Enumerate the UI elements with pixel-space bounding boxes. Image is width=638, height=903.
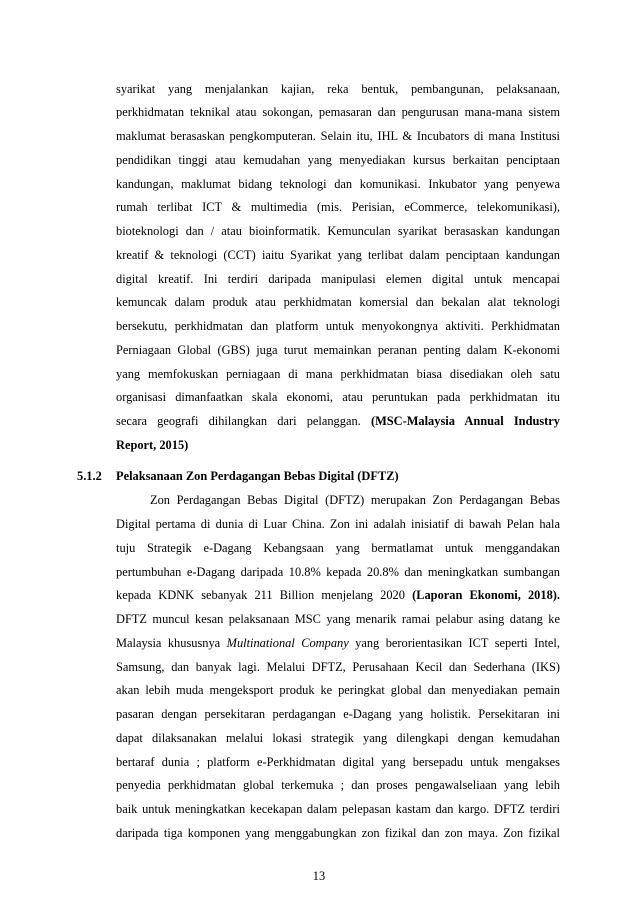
text-span: kepada KDNK sebanyak 211 Billion menjelang 2020 xyxy=(116,588,413,602)
citation: Report, 2015) xyxy=(116,438,189,452)
text-line: Digital pertama di dunia di Luar China. Zon ini adalah inisiatif di bawah Pelan hala xyxy=(116,517,560,531)
citation: (Laporan Ekonomi, 2018). xyxy=(412,588,560,602)
text-line: kemuncak dalam produk atau perkhidmatan komersial dan bekalan alat teknologi xyxy=(116,295,560,309)
text-line: pertumbuhan e-Dagang daripada 10.8% kepada 20.8% dan meningkatkan sumbangan xyxy=(116,565,560,579)
text-line: akan lebih muda mengeksport produk ke peringkat global dan menyediakan pemain xyxy=(116,683,560,697)
text-line: penyedia perkhidmatan global terkemuka ; dan proses pengawalseliaan yang lebih xyxy=(116,778,560,792)
text-line: daripada tiga komponen yang menggabungkan zon fizikal dan zon maya. Zon fizikal xyxy=(116,826,560,840)
text-line: pendidikan tinggi atau kemudahan yang menyediakan kursus berkaitan penciptaan xyxy=(116,153,560,167)
text-line: bertaraf dunia ; platform e-Perkhidmatan digital yang bersepadu untuk mengakses xyxy=(116,755,560,769)
text-line xyxy=(116,635,560,651)
text-line: pasaran dengan persekitaran perdagangan e-Dagang yang holistik. Persekitaran ini xyxy=(116,707,560,721)
text-line: kreatif & teknologi (CCT) iaitu Syarikat yang terlibat dalam penciptaan kandungan xyxy=(116,248,560,262)
text-line: Samsung, dan banyak lagi. Melalui DFTZ, Perusahaan Kecil dan Sederhana (IKS) xyxy=(116,660,560,674)
text-line: bersekutu, perkhidmatan dan platform untuk menyokongnya aktiviti. Perkhidmatan xyxy=(116,319,560,333)
text-line: yang memfokuskan perniagaan di mana perkhidmatan biasa disediakan oleh satu xyxy=(116,367,560,381)
text-line xyxy=(116,413,560,429)
section-title: Pelaksanaan Zon Perdagangan Bebas Digital (DFTZ) xyxy=(116,469,399,483)
text-line: dapat dilaksanakan melalui lokasi strategik yang dilengkapi dengan kemudahan xyxy=(116,731,560,745)
text-line: baik untuk meningkatkan kecekapan dalam pelepasan kastam dan kargo. DFTZ terdiri xyxy=(116,802,560,816)
text-line: kandungan, maklumat bidang teknologi dan komunikasi. Inkubator yang penyewa xyxy=(116,177,560,191)
section-number: 5.1.2 xyxy=(77,469,102,483)
text-line: organisasi dimanfaatkan skala ekonomi, atau peruntukan pada perkhidmatan itu xyxy=(116,390,560,404)
text-span: Malaysia khususnya xyxy=(116,636,227,650)
citation: (MSC-Malaysia Annual Industry xyxy=(370,414,560,428)
italic-term: Multinational Company xyxy=(226,636,349,650)
text-line xyxy=(116,437,560,453)
text-line: digital kreatif. Ini terdiri daripada manipulasi elemen digital untuk mencapai xyxy=(116,272,560,286)
text-span: secara geografi dihilangkan dari pelanggan. xyxy=(116,414,371,428)
text-line: maklumat berasaskan pengkomputeran. Selain itu, IHL & Incubators di mana Institusi xyxy=(116,129,560,143)
text-line: bioteknologi dan / atau bioinformatik. Kemunculan syarikat berasaskan kandungan xyxy=(116,224,560,238)
text-span: yang berorientasikan ICT seperti Intel, xyxy=(348,636,560,650)
text-line xyxy=(116,587,560,603)
text-line: syarikat yang menjalankan kajian, reka bentuk, pembangunan, pelaksanaan, xyxy=(116,82,560,96)
text-line: tuju Strategik e-Dagang Kebangsaan yang bermatlamat untuk menggandakan xyxy=(116,541,560,555)
text-line: Zon Perdagangan Bebas Digital (DFTZ) merupakan Zon Perdagangan Bebas xyxy=(150,493,560,507)
page-number: 13 xyxy=(312,869,326,883)
text-line: DFTZ muncul kesan pelaksanaan MSC yang menarik ramai pelabur asing datang ke xyxy=(116,612,560,626)
text-line: perkhidmatan teknikal atau sokongan, pemasaran dan pengurusan mana-mana sistem xyxy=(116,105,560,119)
text-line: rumah terlibat ICT & multimedia (mis. Perisian, eCommerce, telekomunikasi), xyxy=(116,200,560,214)
text-line: Perniagaan Global (GBS) juga turut memainkan peranan penting dalam K-ekonomi xyxy=(116,343,560,357)
